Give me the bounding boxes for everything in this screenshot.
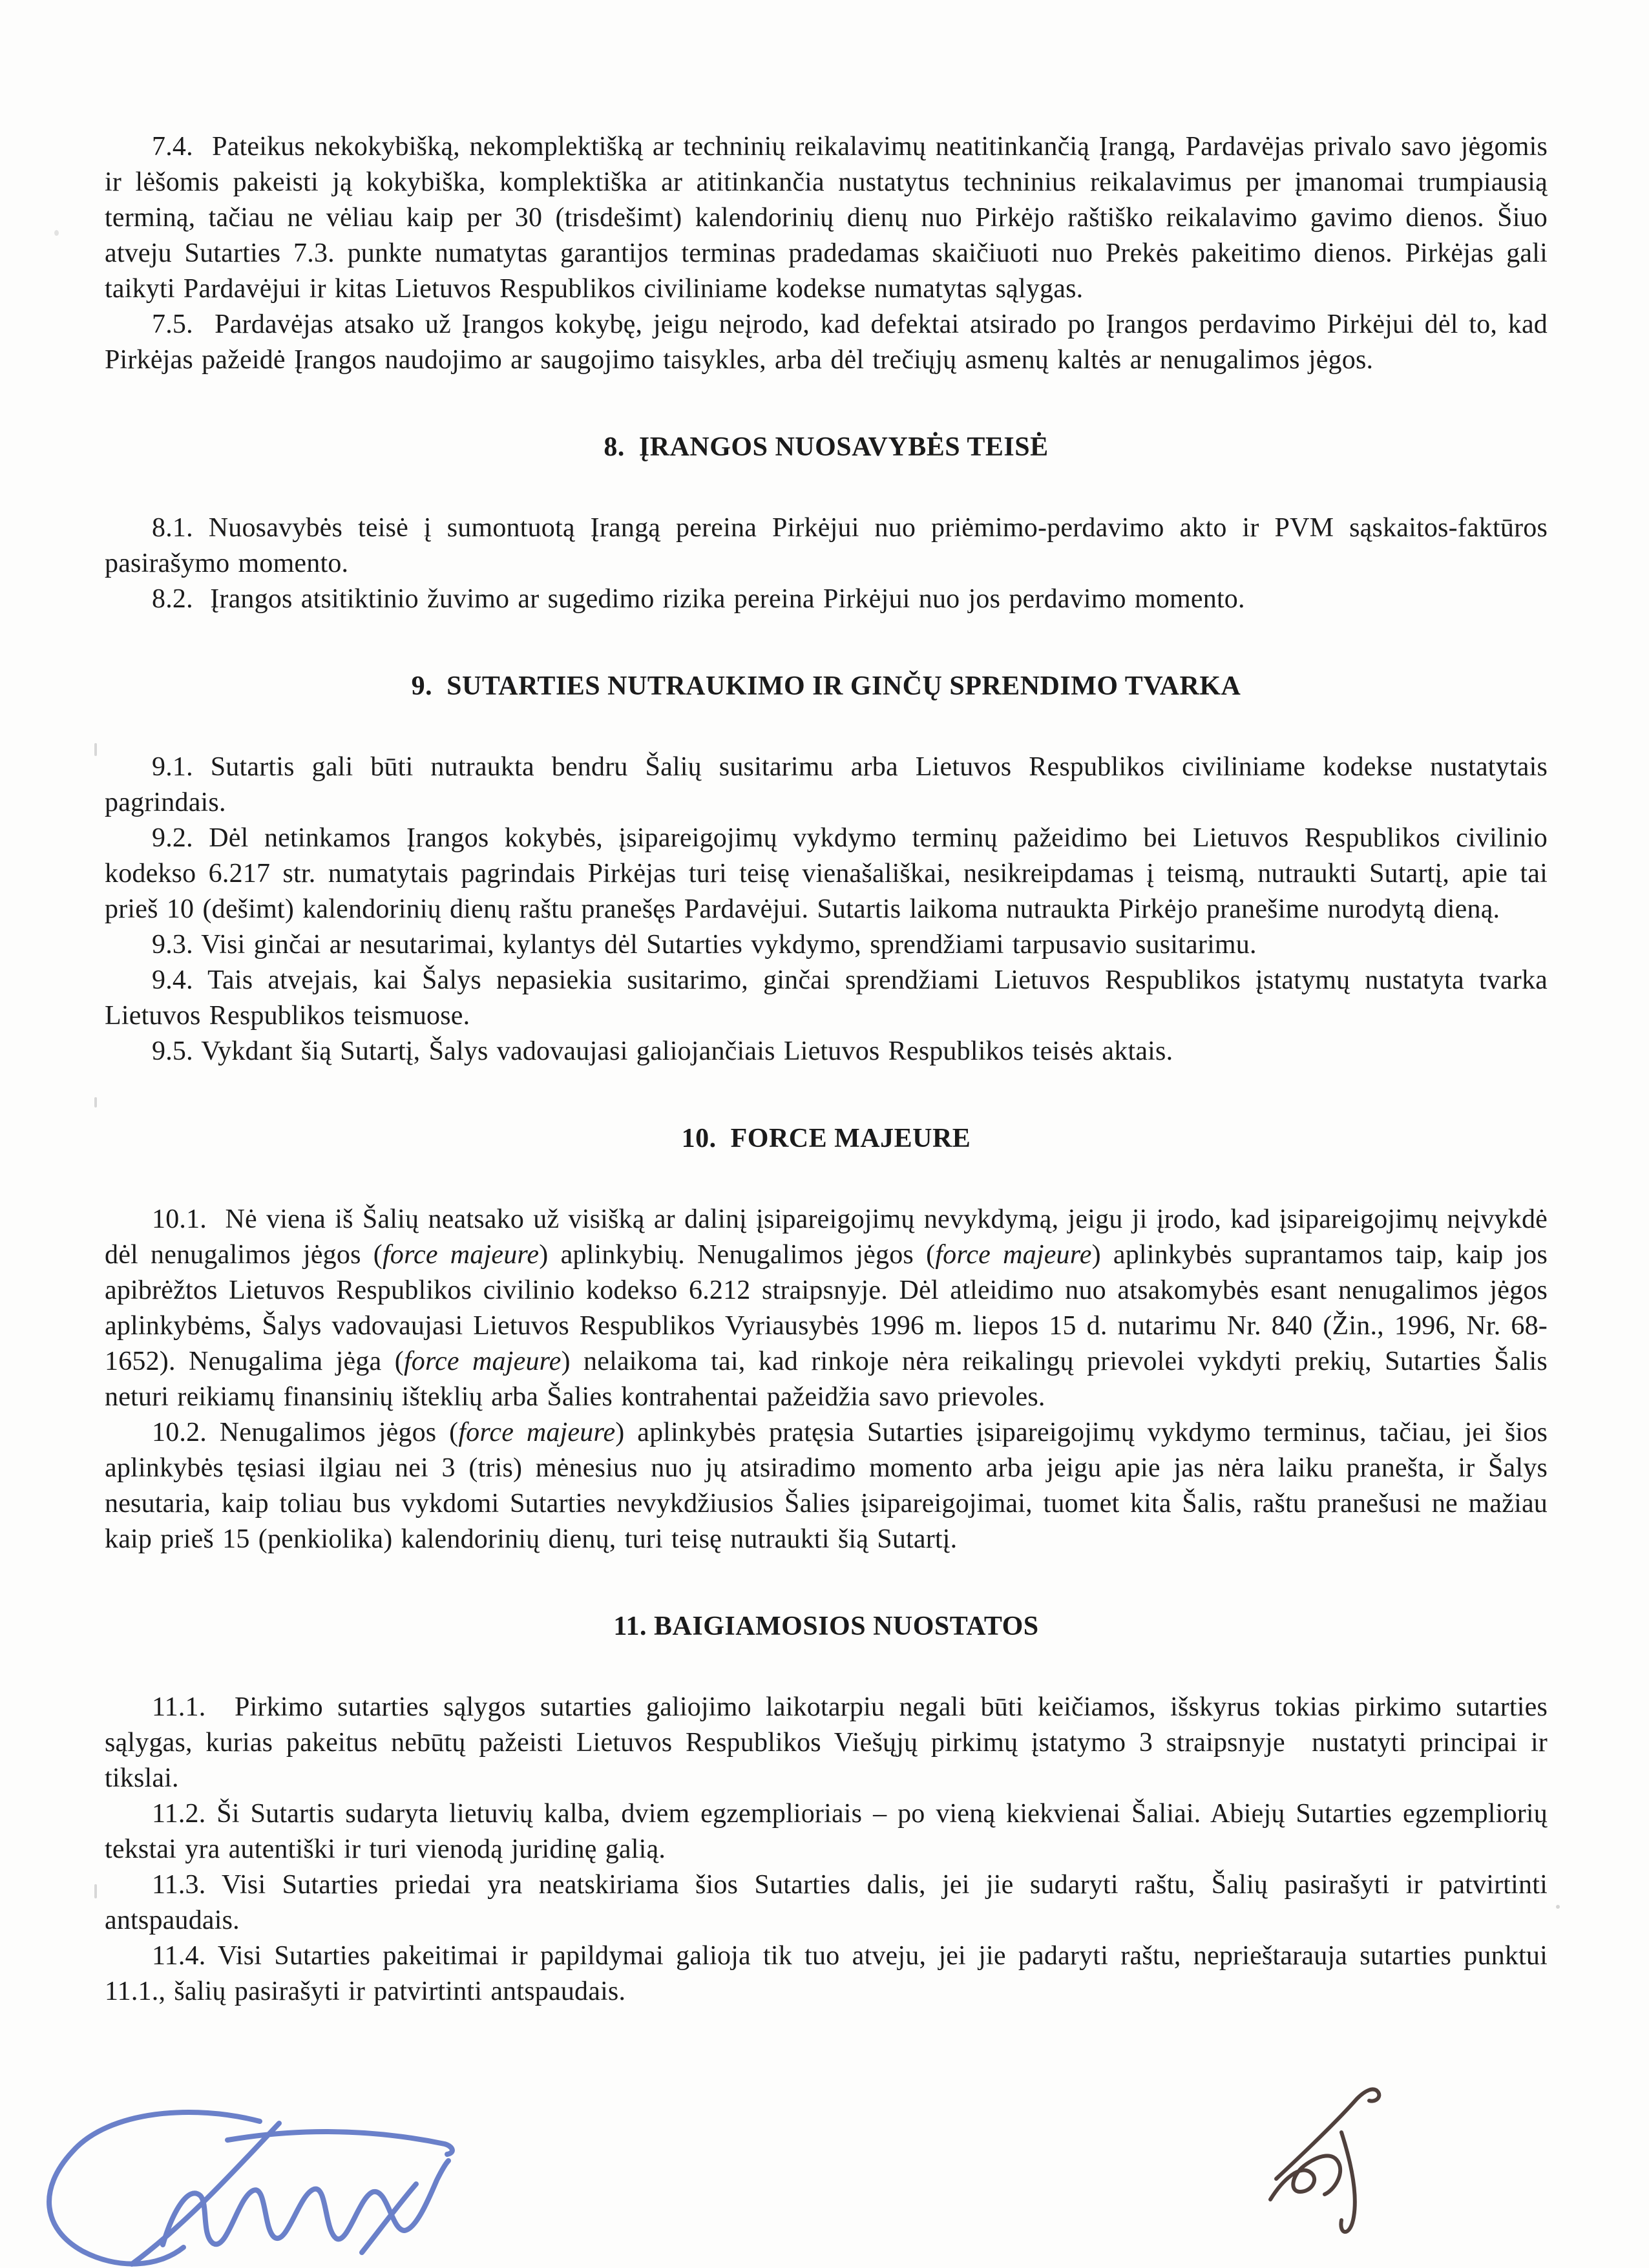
force-majeure-italic: force majeure — [382, 1240, 540, 1270]
clause-8-1: 8.1. Nuosavybės teisė į sumontuotą Įrangą pereina Pirkėjui nuo priėmimo-perdavimo akto ir PVM sąskaitos-faktūros pasirašymo momento. — [105, 513, 1548, 578]
clause-10-1-text: ) aplinkybių. Nenugalimos jėgos ( — [539, 1240, 936, 1270]
section-heading-9: 9. SUTARTIES NUTRAUKIMO IR GINČŲ SPRENDIMO TVARKA — [411, 671, 1241, 701]
document-body — [105, 129, 1548, 2010]
section-heading-11: 11. BAIGIAMOSIOS NUOSTATOS — [613, 1612, 1039, 1641]
clause-9-4: 9.4. Tais atvejais, kai Šalys nepasiekia susitarimo, ginčai sprendžiami Lietuvos Respublikos įstatymų nustatyta tvarka Lietuvos Respublikos teismuose. — [105, 965, 1548, 1031]
scan-artifact — [94, 743, 97, 756]
scan-artifact — [1556, 1905, 1560, 1909]
clause-10-1 — [105, 1202, 1548, 1415]
clause-11-4: 11.4. Visi Sutarties pakeitimai ir papildymai galioja tik tuo atveju, jei jie padaryti raštu, neprieštarauja sutarties punktui 11.1., šalių pasirašyti ir patvirtinti antspaudais. — [105, 1941, 1548, 2006]
clause-9-1: 9.1. Sutartis gali būti nutraukta bendru Šalių susitarimu arba Lietuvos Respublikos civiliniame kodekse nustatytais pagrindais. — [105, 752, 1548, 817]
force-majeure-italic: force majeure — [458, 1418, 616, 1447]
clause-10-2 — [105, 1415, 1548, 1557]
clause-10-1-text: ) aplinkybės suprantamos taip, kaip jos apibrėžtos Lietuvos Respublikos civilinio kodekso 6.212 straipsnyje. Dėl atleidimo nuo atsakomybės esant nenugalimos jėgos aplinkybėms, Šalys vadovaujasi Lietuvos Respublikos Vyriausybės 1996 m. liepos 15 d. nutarimu Nr. 840 (Žin., 1996, Nr. 68-1652). Nenugalima jėga ( — [105, 1240, 1548, 1376]
left-signature — [49, 2112, 452, 2264]
clause-7-5: 7.5. Pardavėjas atsako už Įrangos kokybę, jeigu neįrodo, kad defektai atsirado po Įrangos perdavimo Pirkėjui dėl to, kad Pirkėjas pažeidė Įrangos naudojimo ar saugojimo taisykles, arba dėl trečiųjų asmenų kaltės ar nenugalimos jėgos. — [105, 310, 1548, 375]
clause-9-3: 9.3. Visi ginčai ar nesutarimai, kylantys dėl Sutarties vykdymo, sprendžiami tarpusavio susitarimu. — [152, 930, 1257, 960]
clause-10-2-text: ) aplinkybės pratęsia Sutarties įsipareigojimų vykdymo terminus, tačiau, jei šios aplinkybės tęsiasi ilgiau nei 3 (tris) mėnesius nuo jų atsiradimo momento arba jeigu apie jas nėra laiku pranešta, ir Šalys nesutaria, kaip toliau bus vykdomi Sutarties nevykdžiusios Šalies įsipareigojimai, tuomet kita Šalis, raštu pranešusi ne mažiau kaip prieš 15 (penkiolika) kalendorinių dienų, turi teisę nutraukti šią Sutartį. — [105, 1418, 1548, 1554]
right-signature — [1270, 2089, 1379, 2232]
section-heading-8: 8. ĮRANGOS NUOSAVYBĖS TEISĖ — [604, 432, 1049, 462]
clause-11-3: 11.3. Visi Sutarties priedai yra neatskiriama šios Sutarties dalis, jei jie sudaryti raštu, Šalių pasirašyti ir patvirtinti antspaudais. — [105, 1870, 1548, 1935]
force-majeure-italic: force majeure — [403, 1347, 562, 1376]
scan-artifact — [94, 1097, 97, 1108]
clause-9-2: 9.2. Dėl netinkamos Įrangos kokybės, įsipareigojimų vykdymo terminų pažeidimo bei Lietuvos Respublikos civilinio kodekso 6.217 str. numatytais pagrindais Pirkėjas turi teisę vienašališkai, nesikreipdamas į teismą, nutraukti Sutartį, apie tai prieš 10 (dešimt) kalendorinių dienų raštu pranešęs Pardavėjui. Sutartis laikoma nutraukta Pirkėjo pranešime nurodytą dieną. — [105, 823, 1548, 924]
clause-11-2: 11.2. Ši Sutartis sudaryta lietuvių kalba, dviem egzemplioriais – po vieną kiekvienai Šaliai. Abiejų Sutarties egzempliorių tekstai yra autentiški ir turi vienodą juridinę galią. — [105, 1799, 1548, 1864]
clause-10-1-text: ) nelaikoma tai, kad rinkoje nėra reikalingų prievolei vykdyti prekių, Sutarties Šalis neturi reikiamų finansinių išteklių arba Šalies kontrahentai pažeidžia savo prievoles. — [105, 1347, 1548, 1412]
force-majeure-italic: force majeure — [935, 1240, 1092, 1270]
clause-7-4: 7.4. Pateikus nekokybišką, nekomplektišką ar techninių reikalavimų neatitinkančią Įrangą, Pardavėjas privalo savo jėgomis ir lėšomis pakeisti ją kokybiška, komplektiška ar atitinkančia nustatytus techninius reikalavimus per įmanomai trumpiausią terminą, tačiau ne vėliau kaip per 30 (trisdešimt) kalendorinių dienų nuo Pirkėjo raštiško reikalavimo gavimo dienos. Šiuo atveju Sutarties 7.3. punkte numatytas garantijos terminas pradedamas skaičiuoti nuo Prekės pakeitimo dienos. Pirkėjas gali taikyti Pardavėjui ir kitas Lietuvos Respublikos civiliniame kodekse numatytas sąlygas. — [105, 132, 1548, 304]
clause-11-1: 11.1. Pirkimo sutarties sąlygos sutarties galiojimo laikotarpiu negali būti keičiamos, išskyrus tokias pirkimo sutarties sąlygas, kurias pakeitus nebūtų pažeisti Lietuvos Respublikos Viešųjų pirkimų įstatymo 3 straipsnyje nustatyti principai ir tikslai. — [105, 1692, 1548, 1793]
clause-9-5: 9.5. Vykdant šią Sutartį, Šalys vadovaujasi galiojančiais Lietuvos Respublikos teisės aktais. — [152, 1036, 1173, 1066]
section-heading-10: 10. FORCE MAJEURE — [681, 1124, 971, 1153]
clause-8-2: 8.2. Įrangos atsitiktinio žuvimo ar sugedimo rizika pereina Pirkėjui nuo jos perdavimo momento. — [152, 584, 1245, 614]
scan-artifact — [94, 1884, 97, 1898]
clause-10-1-text: 10.1. Nė viena iš Šalių neatsako už visišką ar dalinį įsipareigojimų nevykdymą, jeigu ji įrodo, kad įsipareigojimų neįvykdė dėl nenugalimos jėgos ( — [105, 1204, 1548, 1270]
clause-10-2-text: 10.2. Nenugalimos jėgos ( — [152, 1418, 459, 1447]
scan-artifact — [54, 230, 59, 236]
